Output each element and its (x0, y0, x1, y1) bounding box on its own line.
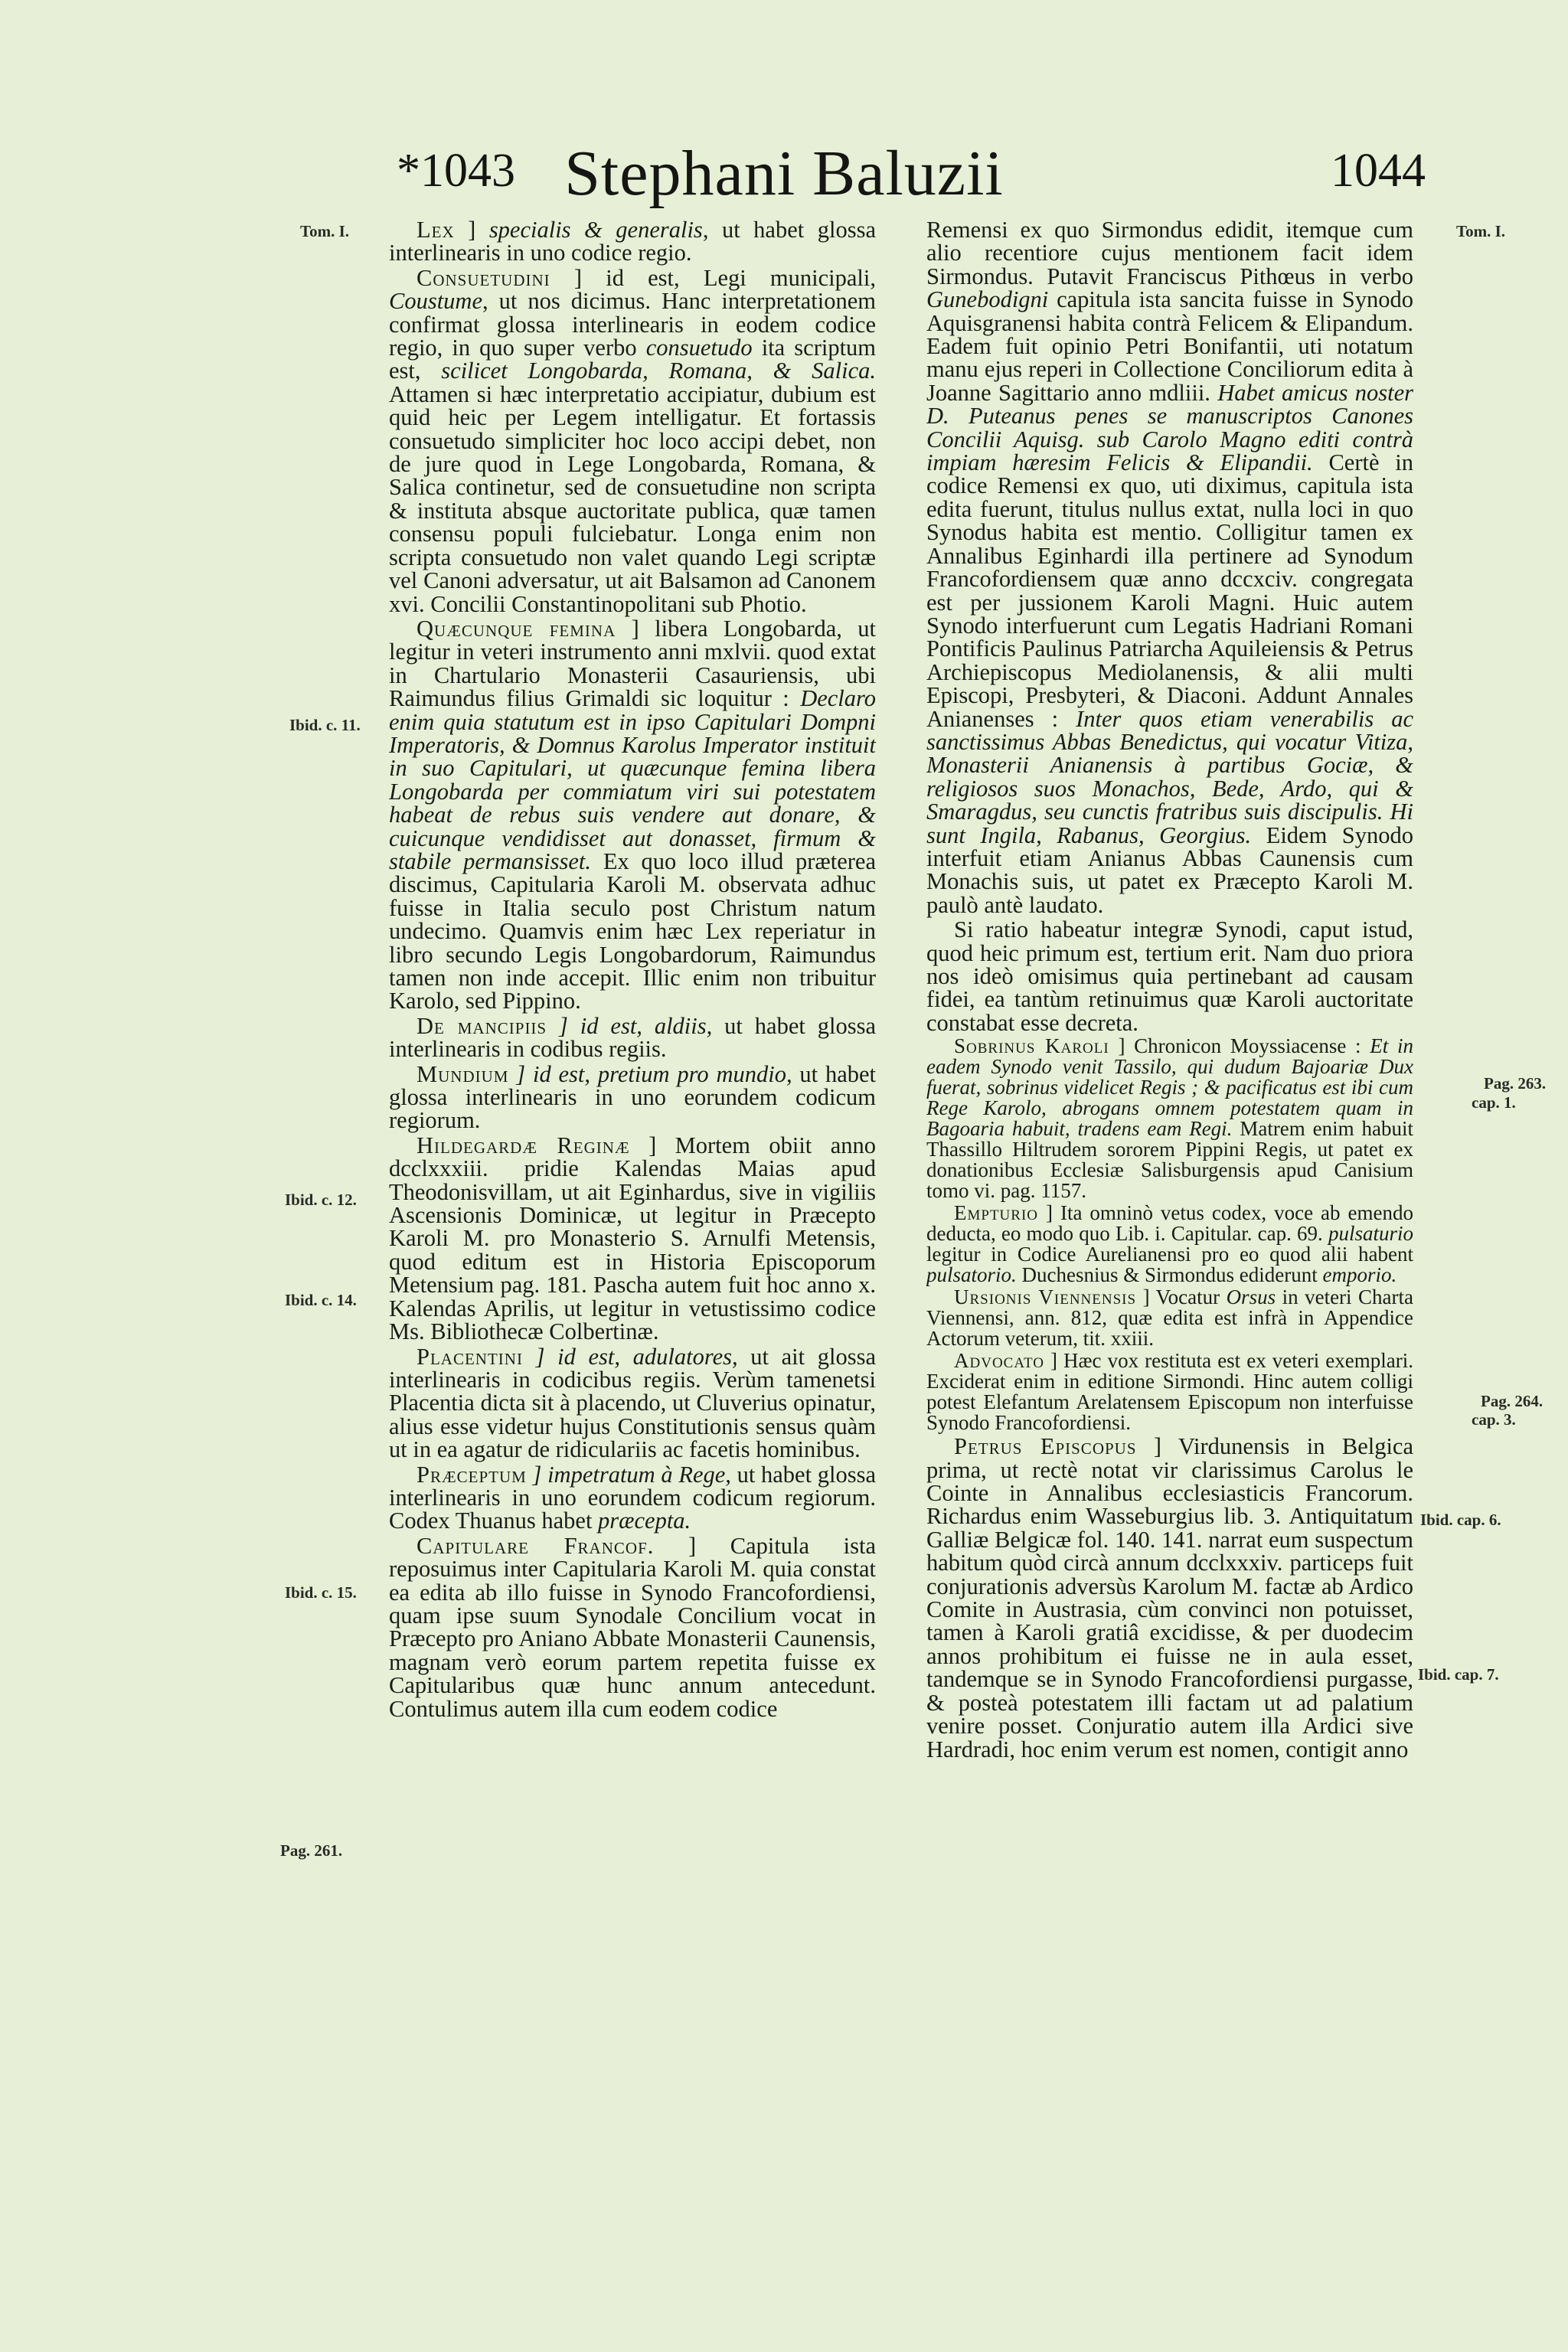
lemma-ursionis: Ursionis Viennensis (954, 1285, 1137, 1309)
note-text: Orsus (1226, 1285, 1276, 1309)
note-text: Habet amicus noster D. Puteanus penes se manuscriptos Canones Concilii Aquisg. sub Carolo Magno editi contrà impiam hæresim Felicis & Elipandii. (926, 379, 1413, 476)
note-text: Declaro enim quia statutum est in ipso Capitulari Dompni Imperatoris, & Domnus Karolus Imperator instituit in suo Capitulari, ut quæcunque femina libera Longobarda per commiatum viri sui potestatem habeat de rebus suis vendere aut donare, & cuicunque vendidisset aut donasset, firmum & stabile permansisset. (389, 685, 876, 874)
note-quaecunque (389, 617, 876, 1013)
note-text: specialis & generalis (488, 218, 703, 243)
note-text: Certè in codice Remensi ex quo, uti diximus, capitula ista edita fuerunt, titulus nullus extat, nulla loci in quo Synodus habita est mentio. Colligitur tamen ex Annalibus Eginhardi illa pertinere ad Synodum Francofordiensem quæ anno dccxciv. congregata est per jussionem Karoli Magni. Huic autem Synodo interfuerunt cum Legatis Hadriani Romani Pontificis Paulinus Patriarcha Aquileiensis & Petrus Archiepiscopus Mediolanensis, & alii multi Episcopi, Presbyteri, & Diaconi. Addunt Annales Anianenses : (926, 449, 1413, 732)
page-number-right: 1044 (1331, 145, 1426, 197)
note-paragraph: Si ratio habeatur integræ Synodi, caput istud, quod heic primum est, tertium erit. Nam duo priora nos ideò omisimus quia pertinebant ad causam fidei, ea tantùm retinuimus quæ Karoli auctoritate constabat esse decreta. (926, 916, 1413, 1036)
margin-ref-cap3: cap. 3. (1472, 1410, 1516, 1429)
note-text: ut habet glossa interlinearis in codibus regiis. (389, 1012, 876, 1063)
note-text: ut habet glossa interlinearis in uno eorundem codicum regiorum. (389, 1060, 876, 1134)
margin-ref-c11: Ibid. c. 11. (289, 716, 361, 734)
note-text: Remensi ex quo Sirmondus edidit, itemque cum alio recentiore cujus mentionem facit idem Sirmondus. Putavit Franciscus Pithœus in verbo (926, 218, 1413, 289)
note-text: ] Ita omninò vetus codex, voce ab emendo deducta, eo modo quo Lib. i. Capitular. cap. 69. (926, 1201, 1413, 1246)
note-petrus (926, 1435, 1413, 1761)
note-text: ] Hæc vox restituta est ex veteri exemplari. Exciderat enim in editione Sirmondi. Hinc autem colligi potest Elefantum Arelatensem Episcopum non interfuisse Synodo Francofordiensi. (926, 1349, 1413, 1435)
note-text: ] id est, pretium pro mundio, (516, 1060, 792, 1087)
lemma-capitulare: Capitulare Francof. (416, 1532, 655, 1559)
note-text: ] Virdunensis in Belgica prima, ut rectè notat vir clarissimus Carolus le Cointe in Annalibus ecclesiasticis Francorum. Richardus enim Wasseburgius lib. 3. Antiquitatum Galliæ Belgicæ fol. 140. 141. narrat eum suspectum habitum quòd circà annum dcclxxxiv. particeps fuit conjurationis adversùs Karolum M. factæ ab Ardico Comite in Austrasia, cùm convinci non potuisset, tamen à Karoli gratiâ excidisse, & per duodecim annos prohibitum ei fuisse ne in aula esset, tandemque se in Synodo Francofordiensi purgasse, & posteà potestatem illi factam ut ad palatium venire posset. Conjuratio autem illa Ardici sive Hardradi, hoc enim verum est nomen, contigit anno (926, 1433, 1413, 1762)
note-text: , ut nos dicimus. Hanc interpretationem confirmat glossa interlinearis in eodem codice regio, in quo super verbo (389, 288, 876, 361)
note-text: Duchesnius & Sirmondus ediderunt (1021, 1263, 1318, 1287)
note-text: ut habet glossa interlinearis in uno eorundem codicum regiorum. Codex Thuanus habet (389, 1461, 876, 1534)
margin-ref-pag263: Pag. 263. (1484, 1074, 1547, 1093)
note-text: Eidem Synodo interfuit etiam Anianus Abbas Caunensis cum Monachis suis, ut patet ex Præcepto Karoli M. paulò antè laudato. (926, 822, 1413, 918)
lemma-sobrinus: Sobrinus Karoli (954, 1034, 1109, 1058)
note-capitulare (389, 1534, 876, 1720)
note-placentini (389, 1345, 876, 1462)
lemma-quaecunque: Quæcunque femina (416, 615, 616, 642)
note-text: Ex quo loco illud præterea discimus, Capitularia Karoli M. observata adhuc fuisse in Italia seculo post Christum natum undecimo. Quamvis enim hæc Lex reperiatur in libro secundo Legis Longobardorum, Raimundus tamen non inde accepit. Illic enim non tribuitur Karolo, sed Pippino. (389, 848, 876, 1014)
margin-ref-pag264: Pag. 264. (1481, 1392, 1544, 1410)
note-text: ut ait glossa interlinearis in codicibus regiis. Verùm tamenetsi Placentia dicta sit à placendo, ut Cluverius opinatur, alius esse videtur hujus Constitutionis sensus quàm ut in ea agatur de ridiculariis ac facetis hominibus. (389, 1343, 876, 1463)
note-text: ] id est, Legi municipali, (573, 264, 876, 291)
note-text: consuetudo (645, 335, 753, 361)
note-text: Coustume (389, 288, 482, 315)
note-hildegardae (389, 1134, 876, 1344)
note-text: scilicet Longobarda, Romana, & Salica. (441, 358, 876, 384)
lemma-hildegardae: Hildegardæ Reginæ (416, 1132, 630, 1158)
note-ursionis (926, 1287, 1413, 1349)
note-lex: Lex ] specialis & generalis, ut habet glossa interlinearis in uno codice regio. (389, 218, 876, 266)
note-empturio (926, 1203, 1413, 1285)
note-text: legitur in Codice Aurelianensi pro eo quod alii habent (926, 1243, 1413, 1266)
note-text: Inter quos etiam venerabilis ac sanctissimus Abbas Benedictus, qui vocatur Vitiza, Monasterii Anianensis à partibus Gociæ, & religiosos suos Monachos, Bede, Ardo, qui & Smaragdus, seu cunctis fratribus suis discipulis. Hi sunt Ingila, Rabanus, Georgius. (926, 705, 1413, 848)
note-text: ] Vocatur (1142, 1285, 1220, 1309)
note-text: , ut habet glossa interlinearis in uno codice regio. (389, 218, 876, 266)
note-sobrinus (926, 1036, 1413, 1201)
margin-ref-c12: Ibid. c. 12. (285, 1191, 357, 1209)
margin-ref-cap1: cap. 1. (1472, 1093, 1516, 1112)
note-text: ] id est, aldiis, (559, 1012, 713, 1039)
note-text: præcepta. (598, 1508, 691, 1534)
lemma-placentini: Placentini (416, 1343, 523, 1370)
note-advocato (926, 1351, 1413, 1433)
note-text: ] impetratum à Rege, (532, 1461, 731, 1488)
page-number-left: *1043 (397, 145, 515, 197)
note-text: Et in eadem Synodo venit Tassilo, qui dudum Bajoariæ Dux fuerat, sobrinus videlicet Regis ; & pacificatus est ibi cum Rege Karolo, abrogans omnem potestatem quam in Bagoaria habuit, tradens eam Regi. (926, 1034, 1413, 1141)
note-text: emporio. (1322, 1263, 1397, 1287)
lemma-praeceptum: Præceptum (416, 1461, 527, 1488)
note-text: ] id est, adulatores, (535, 1343, 738, 1370)
margin-ref-c15: Ibid. c. 15. (285, 1583, 357, 1602)
note-text: in veteri Charta Viennensi, ann. 812, quæ edita est infrà in Appendice Actorum veterum, tit. xxiii. (926, 1285, 1413, 1351)
note-text: Attamen si hæc interpretatio accipiatur, dubium est quid heic per Legem intelligatur. Et fortassis consuetudo simpliciter hoc loco accipi debet, non de jure quod in Lege Longobarda, Romana, & Salica continetur, sed de consuetudine non scripta & instituta absque auctoritate publica, quæ tamen consensu populi fulciebatur. Longa enim non scripta consuetudo non valet quando Legi scriptæ vel Canoni adversatur, ut ait Balsamon ad Canonem xvi. Concilii Constantinopolitani sub Photio. (389, 381, 876, 617)
margin-ref-c14: Ibid. c. 14. (285, 1291, 357, 1309)
note-continuation (926, 218, 1413, 916)
note-text: ] Capitula ista reposuimus inter Capitularia Karoli M. quia constat ea edita ab illo fuisse in Synodo Francofordiensi, quam ipse suum Synodale Concilium vocat in Præcepto pro Aniano Abbate Monasterii Caunensis, magnam verò eorum partem repetita fuisse ex Capitularibus quæ hunc annum antecedunt. Contulimus autem illa cum eodem codice (389, 1532, 876, 1722)
right-column (926, 218, 1413, 2109)
note-text: capitula ista sancita fuisse in Synodo Aquisgranensi habita contrà Felicem & Elipandum. Eadem fuit opinio Petri Bonifantii, uti notatum manu ejus reperi in Collectione Conciliorum edita à Joanne Sagittario anno mdliii. (926, 286, 1413, 406)
note-praeceptum (389, 1463, 876, 1533)
margin-ref-cap6: Ibid. cap. 6. (1420, 1511, 1501, 1529)
margin-ref-pag261: Pag. 261. (280, 1841, 343, 1860)
lemma-lex: Lex (416, 218, 455, 243)
note-consuetudini (389, 266, 876, 616)
note-mancipiis (389, 1014, 876, 1061)
note-text: pulsatorio. (926, 1263, 1017, 1287)
note-mundium (389, 1060, 876, 1134)
note-text: ita scriptum est, (389, 335, 876, 384)
margin-ref-cap7: Ibid. cap. 7. (1418, 1665, 1499, 1684)
left-column (389, 218, 876, 2109)
lemma-mancipiis: De mancipiis (416, 1012, 547, 1039)
note-text: ] libera Longobarda, ut legitur in veteri instrumento anni mxlvii. quod extat in Chartulario Monasterii Casauriensis, ubi Raimundus filius Grimaldi sic loquitur : (389, 615, 876, 712)
lemma-advocato: Advocato (954, 1349, 1044, 1373)
note-text: Matrem enim habuit Thassillo Hiltrudem sororem Pippini Regis, ut patet ex donationibus Ecclesiæ Salisburgensis apud Canisium tomo vi. pag. 1157. (926, 1117, 1413, 1203)
lemma-empturio: Empturio (954, 1201, 1039, 1225)
margin-ref-tom-right: Tom. I. (1456, 222, 1505, 240)
running-title: Stephani Baluzii (564, 138, 1004, 209)
note-text: pulsaturio (1328, 1222, 1413, 1246)
lemma-consuetudini: Consuetudini (416, 264, 550, 291)
note-text: ] Mortem obiit anno dcclxxxiii. pridie Kalendas Maias apud Theodonisvillam, ut ait Eginhardus, sive in vigiliis Ascensionis Dominicæ, ut legitur in Præcepto Karoli M. pro Monasterio S. Arnulfi Metensis, quod editum est in Historia Episcoporum Metensium pag. 181. Pascha autem fuit hoc anno x. Kalendas Aprilis, ut legitur in vetustissimo codice Ms. Bibliothecæ Colbertinæ. (389, 1132, 876, 1345)
lemma-mundium: Mundium (416, 1060, 509, 1087)
note-text: ] Chronicon Moyssiacense : (1118, 1034, 1361, 1058)
note-text: Gunebodigni (926, 286, 1049, 313)
lemma-petrus: Petrus Episcopus (954, 1433, 1137, 1460)
margin-ref-tom-left: Tom. I. (300, 222, 349, 240)
